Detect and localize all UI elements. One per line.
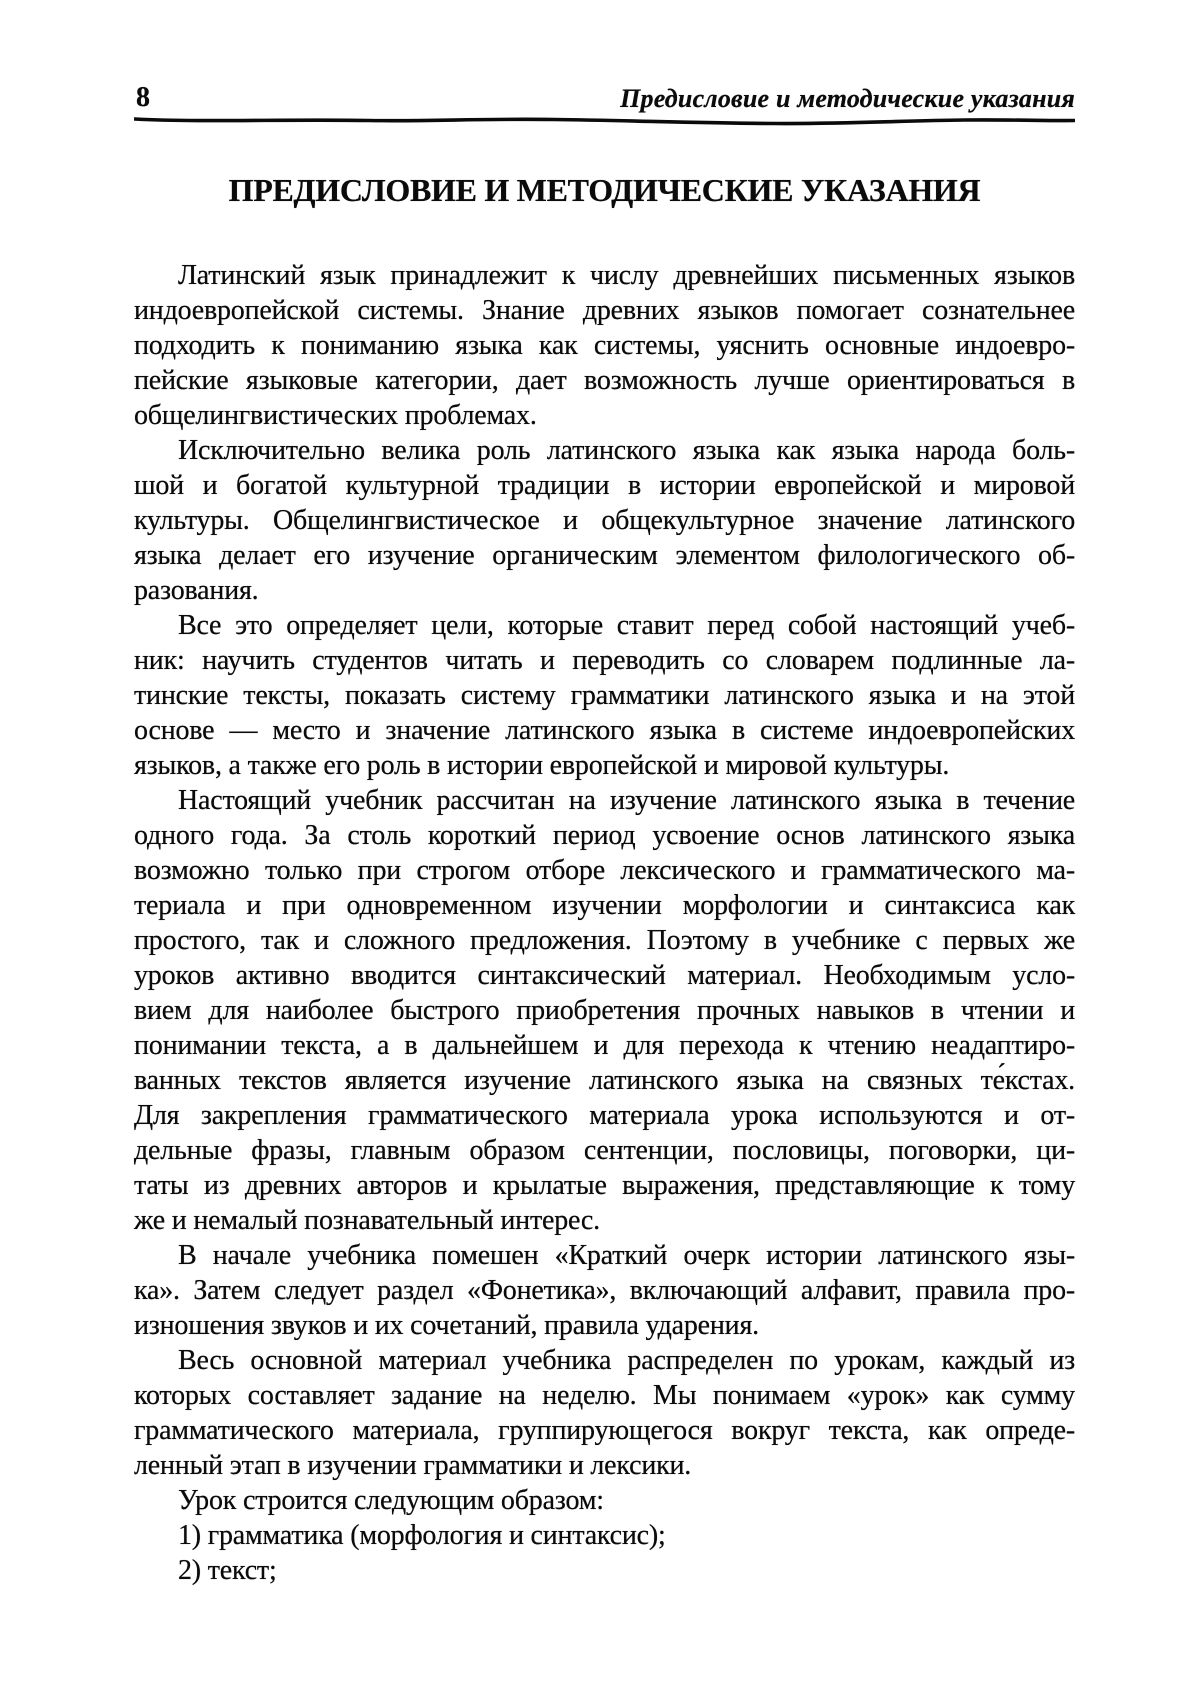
text-line: Настоящий учебник рассчитан на изучение латинского языка в течение [178, 785, 1075, 816]
header-rule-line [134, 114, 1075, 128]
text-line: грамматического материала, группирующегося вокруг текста, как опреде- [134, 1415, 1075, 1446]
text-line: же и немалый познавательный интерес. [134, 1205, 600, 1236]
text-line: простого, так и сложного предложения. Поэтому в учебнике с первых же [134, 925, 1075, 956]
text-line: языка делает его изучение органическим элементом филологического об- [134, 540, 1075, 571]
page-header [134, 82, 1075, 118]
text-line: общелингвистических проблемах. [134, 400, 537, 431]
text-line: ленный этап в изучении грамматики и лексики. [134, 1450, 692, 1481]
page-title: ПРЕДИСЛОВИЕ И МЕТОДИЧЕСКИЕ УКАЗАНИЯ [228, 172, 981, 208]
text-line: тинские тексты, показать систему грамматики латинского языка и на этой [134, 680, 1075, 711]
text-line: шой и богатой культурной традиции в истории европейской и мировой [134, 470, 1075, 501]
text-line: вием для наиболее быстрого приобретения прочных навыков в чтении и [134, 995, 1075, 1026]
text-line: Урок строится следующим образом: [178, 1485, 604, 1516]
running-header-title: Предисловие и методические указания [620, 84, 1075, 113]
text-line: Все это определяет цели, которые ставит перед собой настоящий учеб- [178, 610, 1075, 641]
text-line: изношения звуков и их сочетаний, правила ударения. [134, 1310, 759, 1341]
text-line: понимании текста, а в дальнейшем и для перехода к чтению неадаптиро- [134, 1030, 1075, 1061]
text-line: Латинский язык принадлежит к числу древнейших письменных языков [178, 260, 1075, 291]
text-line: Весь основной материал учебника распределен по урокам, каждый из [178, 1345, 1075, 1376]
text-line: 1) грамматика (морфология и синтаксис); [178, 1520, 666, 1551]
text-line: разования. [134, 575, 259, 606]
text-line: одного года. За столь короткий период усвоение основ латинского языка [134, 820, 1075, 851]
text-line: культуры. Общелингвистическое и общекультурное значение латинского [134, 505, 1075, 536]
text-line: В начале учебника помешен «Краткий очерк истории латинского язы- [178, 1240, 1075, 1271]
text-line: дельные фразы, главным образом сентенции, пословицы, поговорки, ци- [134, 1135, 1075, 1166]
text-line: териала и при одновременном изучении морфологии и синтаксиса как [134, 890, 1075, 921]
text-line: 2) текст; [178, 1555, 277, 1586]
text-line: ник: научить студентов читать и переводить со словарем подлинные ла- [134, 645, 1075, 676]
page-number: 8 [136, 82, 150, 113]
text-line: возможно только при строгом отборе лексического и грамматического ма- [134, 855, 1075, 886]
text-line: ка». Затем следует раздел «Фонетика», включающий алфавит, правила про- [134, 1275, 1075, 1306]
text-line: уроков активно вводится синтаксический материал. Необходимым усло- [134, 960, 1075, 991]
text-line: индоевропейской системы. Знание древних языков помогает сознательнее [134, 295, 1075, 326]
text-line: таты из древних авторов и крылатые выражения, представляющие к тому [134, 1170, 1075, 1201]
text-line: пейские языковые категории, дает возможность лучше ориентироваться в [134, 365, 1075, 396]
text-line: ванных текстов является изучение латинского языка на связных те́кстах. [134, 1065, 1075, 1096]
text-line: Для закрепления грамматического материала урока используются и от- [134, 1100, 1075, 1131]
text-line: Исключительно велика роль латинского языка как языка народа боль- [178, 435, 1075, 466]
text-line: языков, а также его роль в истории европейской и мировой культуры. [134, 750, 950, 781]
text-line: основе — место и значение латинского языка в системе индоевропейских [134, 715, 1075, 746]
text-line: подходить к пониманию языка как системы, уяснить основные индоевро- [134, 330, 1075, 361]
text-line: которых составляет задание на неделю. Мы понимаем «урок» как сумму [134, 1380, 1075, 1411]
body-text [134, 258, 1075, 1588]
header-rule [134, 114, 1075, 128]
